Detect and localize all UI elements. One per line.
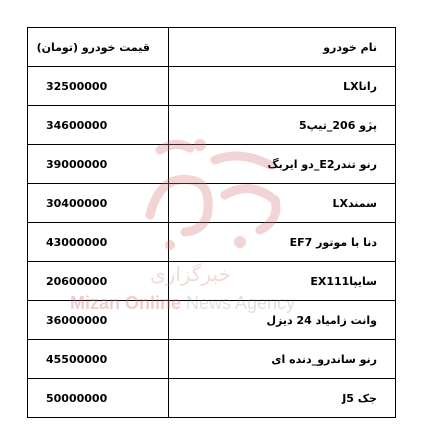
table-header-row	[28, 28, 396, 67]
table-row	[28, 184, 396, 223]
header-car-name: نام خودرو	[169, 28, 396, 67]
car-price-cell: 20600000	[28, 262, 169, 301]
car-price-cell: 32500000	[28, 67, 169, 106]
car-price-cell: 39000000	[28, 145, 169, 184]
car-price-cell: 43000000	[28, 223, 169, 262]
car-price-cell: 30400000	[28, 184, 169, 223]
table-row	[28, 262, 396, 301]
table-row	[28, 379, 396, 418]
car-name-cell: سایپاEX111	[169, 262, 396, 301]
car-name-cell: وانت زامیاد 24 دیزل	[169, 301, 396, 340]
car-name-cell: پژو 206_تیپ5	[169, 106, 396, 145]
car-price-table	[27, 27, 396, 418]
car-price-cell: 36000000	[28, 301, 169, 340]
table-row	[28, 67, 396, 106]
watermark-persian-text: خبرگزاری	[150, 262, 231, 286]
watermark-english-agency: News Agency	[181, 293, 296, 313]
car-price-cell: 34600000	[28, 106, 169, 145]
car-name-cell: رنو ساندرو_دنده ای	[169, 340, 396, 379]
car-name-cell: رنو تندرE2_دو ایربگ	[169, 145, 396, 184]
car-name-cell: دنا با موتور EF7	[169, 223, 396, 262]
table-row	[28, 301, 396, 340]
price-table-container	[27, 27, 396, 418]
car-name-cell: راناLX	[169, 67, 396, 106]
watermark-english-brand: Mizan Online	[70, 293, 182, 313]
header-car-price: قیمت خودرو (تومان)	[28, 28, 169, 67]
table-row	[28, 106, 396, 145]
car-name-cell: سمندLX	[169, 184, 396, 223]
car-price-cell: 50000000	[28, 379, 169, 418]
table-row	[28, 223, 396, 262]
car-price-cell: 45500000	[28, 340, 169, 379]
car-name-cell: جک J5	[169, 379, 396, 418]
table-row	[28, 340, 396, 379]
table-row	[28, 145, 396, 184]
